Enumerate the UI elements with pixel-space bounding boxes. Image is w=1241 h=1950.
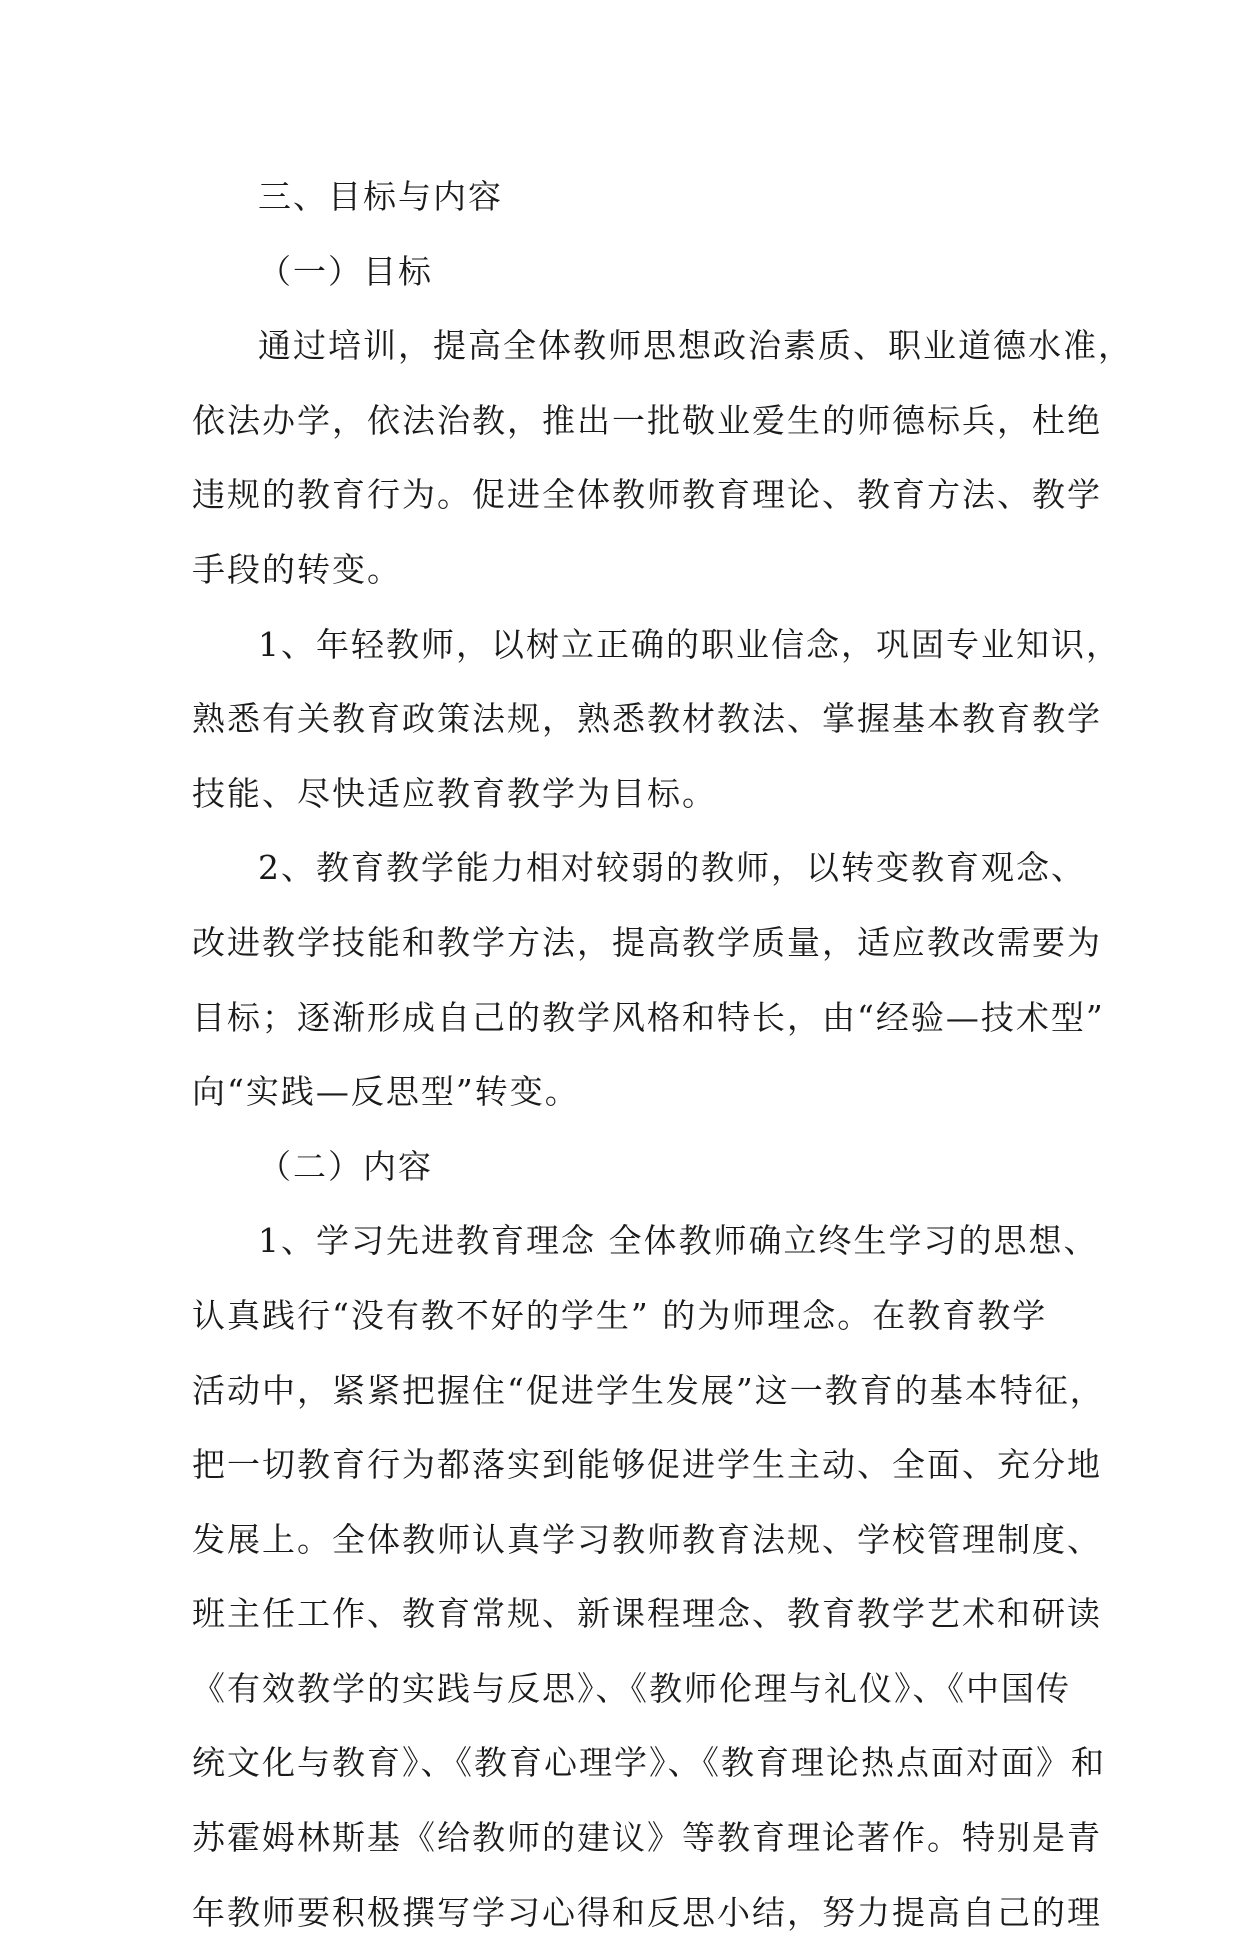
paragraph-line: 目标；逐渐形成自己的教学风格和特长，由“经验—技术型”: [192, 997, 1105, 1037]
paragraph-line: 认真践行“没有教不好的学生” 的为师理念。在教育教学: [192, 1295, 1048, 1335]
paragraph-line: 通过培训，提高全体教师思想政治素质、职业道德水准，: [258, 326, 1133, 366]
paragraph-line: 苏霍姆林斯基《给教师的建议》等教育理论著作。特别是青: [192, 1818, 1102, 1858]
subsection-heading: （二）内容: [258, 1146, 433, 1186]
paragraph-line: 发展上。全体教师认真学习教师教育法规、学校管理制度、: [192, 1519, 1102, 1559]
paragraph-line: 活动中，紧紧把握住“促进学生发展”这一教育的基本特征，: [192, 1370, 1105, 1410]
paragraph-line: 《有效教学的实践与反思》、《教师伦理与礼仪》、《中国传: [192, 1668, 1071, 1708]
paragraph-line: 向“实践—反思型”转变。: [192, 1072, 580, 1112]
paragraph-line: 1、学习先进教育理念 全体教师确立终生学习的思想、: [258, 1221, 1099, 1261]
paragraph-line: 熟悉有关教育政策法规，熟悉教材教法、掌握基本教育教学: [192, 699, 1102, 739]
paragraph-line: 把一切教育行为都落实到能够促进学生主动、全面、充分地: [192, 1445, 1102, 1485]
paragraph-line: 统文化与教育》、《教育心理学》、《教育理论热点面对面》和: [192, 1743, 1106, 1783]
paragraph-line: 手段的转变。: [192, 549, 402, 589]
paragraph-line: 技能、尽快适应教育教学为目标。: [192, 773, 717, 813]
section-heading: 三、目标与内容: [258, 177, 503, 216]
paragraph-line: 改进教学技能和教学方法，提高教学质量，适应教改需要为: [192, 922, 1102, 962]
paragraph-line: 依法办学，依法治教，推出一批敬业爱生的师德标兵，杜绝: [192, 400, 1102, 440]
paragraph-line: 2、教育教学能力相对较弱的教师，以转变教育观念、: [258, 848, 1086, 888]
document-body: [192, 160, 1133, 1950]
paragraph-line: 班主任工作、教育常规、新课程理念、教育教学艺术和研读: [192, 1594, 1102, 1634]
paragraph-line: 违规的教育行为。促进全体教师教育理论、教育方法、教学: [192, 475, 1102, 515]
paragraph-line: 年教师要积极撰写学习心得和反思小结，努力提高自己的理: [192, 1892, 1102, 1932]
subsection-heading: （一）目标: [258, 251, 433, 291]
paragraph-line: 1、年轻教师，以树立正确的职业信念，巩固专业知识，: [258, 624, 1121, 664]
